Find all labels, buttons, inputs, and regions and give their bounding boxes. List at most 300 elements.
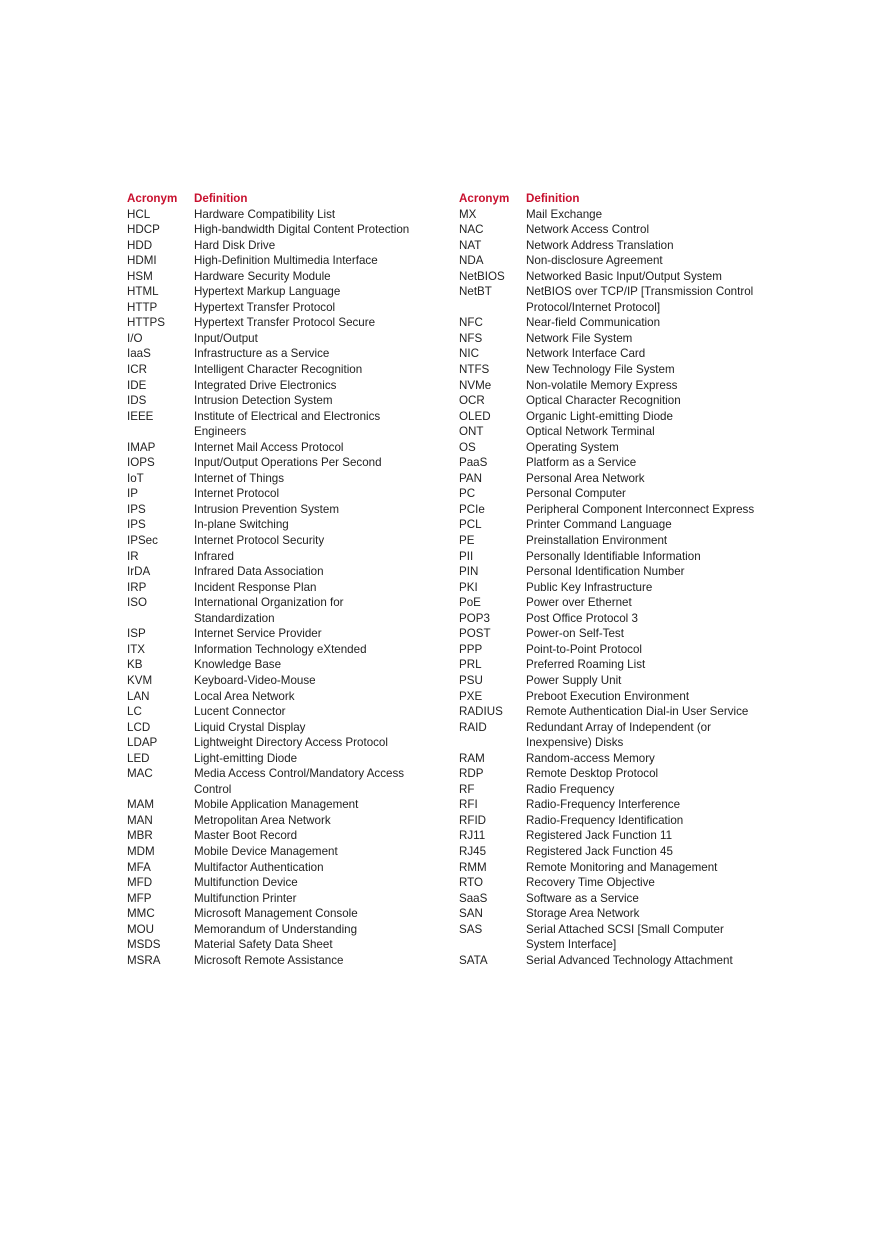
table-row — [127, 657, 442, 673]
acronym-cell: RF — [459, 782, 475, 796]
acronym-cell: IR — [127, 549, 139, 563]
table-row — [127, 549, 442, 565]
table-row-continuation — [459, 300, 779, 316]
acronym-cell: HCL — [127, 207, 151, 221]
definition-cell: Recovery Time Objective — [526, 876, 655, 890]
acronym-cell: OLED — [459, 409, 491, 423]
table-row — [459, 269, 779, 285]
definition-cell: Serial Attached SCSI [Small Computer — [526, 922, 724, 936]
acronym-cell: MFP — [127, 891, 152, 905]
acronym-cell: RMM — [459, 860, 487, 874]
acronym-cell: ISP — [127, 627, 146, 641]
table-row — [459, 875, 779, 891]
table-row-continuation — [127, 424, 442, 440]
definition-cell: Personal Area Network — [526, 471, 645, 485]
definition-cell: Power-on Self-Test — [526, 627, 624, 641]
acronym-cell: IOPS — [127, 456, 155, 470]
table-row — [459, 797, 779, 813]
definition-cell: Media Access Control/Mandatory Access — [194, 767, 405, 781]
table-row — [459, 860, 779, 876]
definition-cell: Infrared Data Association — [194, 565, 324, 579]
definition-cell: Infrared — [194, 549, 234, 563]
definition-cell: Point-to-Point Protocol — [526, 642, 642, 656]
table-row — [127, 751, 442, 767]
table-row — [127, 813, 442, 829]
table-row — [459, 922, 779, 938]
acronym-cell: NIC — [459, 347, 479, 361]
definition-cell: Hardware Security Module — [194, 269, 331, 283]
table-row — [127, 626, 442, 642]
table-row — [459, 689, 779, 705]
acronym-cell: NVMe — [459, 378, 492, 392]
acronym-cell: I/O — [127, 331, 143, 345]
table-row-continuation — [127, 611, 442, 627]
definition-cell: Network Access Control — [526, 223, 650, 237]
acronym-cell: NetBIOS — [459, 269, 505, 283]
acronym-cell: MFA — [127, 860, 151, 874]
table-row — [459, 393, 779, 409]
acronym-column-header: Acronym — [459, 192, 510, 205]
table-row — [459, 455, 779, 471]
acronym-cell: IaaS — [127, 347, 151, 361]
definition-cell: Hypertext Markup Language — [194, 285, 341, 299]
definition-cell: High-Definition Multimedia Interface — [194, 254, 378, 268]
table-row — [127, 284, 442, 300]
table-row — [127, 486, 442, 502]
table-row — [459, 362, 779, 378]
table-row — [459, 315, 779, 331]
acronym-cell: NetBT — [459, 285, 492, 299]
acronym-table-right — [459, 191, 779, 968]
definition-cell: Multifunction Printer — [194, 891, 297, 905]
table-row — [459, 533, 779, 549]
definition-cell: Registered Jack Function 11 — [526, 829, 673, 843]
definition-cell: Operating System — [526, 440, 619, 454]
table-row — [459, 642, 779, 658]
acronym-cell: LED — [127, 751, 150, 765]
definition-cell: Integrated Drive Electronics — [194, 378, 337, 392]
definition-cell: New Technology File System — [526, 363, 675, 377]
definition-cell: Institute of Electrical and Electronics — [194, 409, 381, 423]
definition-cell: Keyboard-Video-Mouse — [194, 673, 316, 687]
acronym-cell: PSU — [459, 673, 483, 687]
acronym-cell: POST — [459, 627, 491, 641]
acronym-cell: PXE — [459, 689, 483, 703]
definition-cell: Internet Protocol Security — [194, 534, 325, 548]
table-row — [459, 564, 779, 580]
definition-cell: Internet of Things — [194, 471, 285, 485]
acronym-cell: PC — [459, 487, 476, 501]
table-row — [127, 673, 442, 689]
acronym-cell — [127, 424, 194, 440]
acronym-cell: ICR — [127, 363, 147, 377]
acronym-cell: HDD — [127, 238, 153, 252]
definition-cell: Hypertext Transfer Protocol Secure — [194, 316, 376, 330]
table-row — [459, 207, 779, 223]
definition-cell: Input/Output — [194, 331, 258, 345]
acronym-cell: MAC — [127, 767, 153, 781]
table-row — [459, 346, 779, 362]
definition-cell: Hardware Compatibility List — [194, 207, 336, 221]
acronym-cell: RJ45 — [459, 844, 487, 858]
definition-cell: In-plane Switching — [194, 518, 289, 532]
definition-cell: Printer Command Language — [526, 518, 672, 532]
table-row — [127, 517, 442, 533]
table-row — [459, 766, 779, 782]
definition-cell: Serial Advanced Technology Attachment — [526, 953, 733, 967]
acronym-table-left — [127, 191, 442, 968]
acronym-cell: RADIUS — [459, 705, 503, 719]
table-row — [127, 595, 442, 611]
acronym-cell: IDE — [127, 378, 147, 392]
definition-cell: Multifactor Authentication — [194, 860, 324, 874]
definition-cell: Multifunction Device — [194, 876, 298, 890]
definition-cell: Software as a Service — [526, 891, 639, 905]
acronym-cell: HDMI — [127, 254, 157, 268]
table-row — [127, 766, 442, 782]
acronym-cell: MAN — [127, 813, 153, 827]
table-row — [459, 378, 779, 394]
definition-cell: Mobile Application Management — [194, 798, 359, 812]
table-row — [127, 362, 442, 378]
acronym-cell: MFD — [127, 876, 153, 890]
table-row — [459, 486, 779, 502]
acronym-cell: IPS — [127, 518, 146, 532]
table-row — [459, 502, 779, 518]
acronym-cell: IRP — [127, 580, 147, 594]
definition-cell: Network Address Translation — [526, 238, 674, 252]
acronym-cell: PCL — [459, 518, 482, 532]
acronym-cell: IrDA — [127, 565, 151, 579]
table-row — [127, 502, 442, 518]
acronym-cell: PAN — [459, 471, 482, 485]
acronym-cell: NDA — [459, 254, 484, 268]
acronym-cell: SATA — [459, 953, 488, 967]
acronym-cell — [459, 937, 526, 953]
acronym-cell: KVM — [127, 673, 153, 687]
acronym-cell: ONT — [459, 425, 484, 439]
definition-cell: Memorandum of Understanding — [194, 922, 358, 936]
table-row — [127, 300, 442, 316]
acronym-cell: OS — [459, 440, 476, 454]
acronym-cell: LAN — [127, 689, 150, 703]
table-row — [459, 906, 779, 922]
acronym-cell: PII — [459, 549, 474, 563]
acronym-cell: IEEE — [127, 409, 154, 423]
acronym-cell: SAN — [459, 907, 483, 921]
acronym-cell: PoE — [459, 596, 481, 610]
definition-cell: Hypertext Transfer Protocol — [194, 300, 336, 314]
acronym-cell: MMC — [127, 907, 155, 921]
definition-cell: Lightweight Directory Access Protocol — [194, 736, 388, 750]
definition-cell: Networked Basic Input/Output System — [526, 269, 722, 283]
table-row — [127, 222, 442, 238]
table-row — [127, 564, 442, 580]
acronym-cell: SAS — [459, 922, 483, 936]
definition-cell: Intrusion Detection System — [194, 394, 333, 408]
table-row — [127, 937, 442, 953]
table-row — [459, 222, 779, 238]
acronym-cell: NAT — [459, 238, 482, 252]
definition-cell: Non-volatile Memory Express — [526, 378, 678, 392]
acronym-cell: RFID — [459, 813, 487, 827]
acronym-cell: IPSec — [127, 534, 158, 548]
acronym-cell: MAM — [127, 798, 155, 812]
definition-cell: Preinstallation Environment — [526, 534, 668, 548]
definition-cell: Storage Area Network — [526, 907, 640, 921]
table-row — [127, 704, 442, 720]
definition-cell: Mail Exchange — [526, 207, 603, 221]
table-row-continuation — [459, 937, 779, 953]
acronym-cell: HTTPS — [127, 316, 166, 330]
table-row — [127, 828, 442, 844]
table-row — [127, 735, 442, 751]
table-row — [459, 953, 779, 969]
table-row — [459, 720, 779, 736]
definition-cell: Radio-Frequency Interference — [526, 798, 681, 812]
definition-cell: Remote Authentication Dial-in User Service — [526, 705, 749, 719]
definition-cell: Material Safety Data Sheet — [194, 938, 333, 952]
definition-cell: Radio-Frequency Identification — [526, 813, 684, 827]
definition-cell: Redundant Array of Independent (or — [526, 720, 711, 734]
definition-cell: Metropolitan Area Network — [194, 813, 331, 827]
definition-cell: Lucent Connector — [194, 705, 286, 719]
definition-cell: Internet Protocol — [194, 487, 280, 501]
acronym-cell: PRL — [459, 658, 482, 672]
acronym-cell: MX — [459, 207, 477, 221]
table-header — [127, 191, 442, 207]
acronym-cell: PCIe — [459, 502, 485, 516]
definition-cell: Registered Jack Function 45 — [526, 844, 673, 858]
acronym-cell: MDM — [127, 844, 155, 858]
definition-cell: Remote Monitoring and Management — [526, 860, 718, 874]
table-row — [127, 269, 442, 285]
definition-cell: Radio Frequency — [526, 782, 615, 796]
table-row — [459, 424, 779, 440]
table-row — [127, 689, 442, 705]
table-row — [127, 440, 442, 456]
acronym-cell: RJ11 — [459, 829, 486, 843]
definition-cell: Light-emitting Diode — [194, 751, 298, 765]
acronym-cell: LCD — [127, 720, 151, 734]
definition-cell: Personal Identification Number — [526, 565, 685, 579]
acronym-cell: ITX — [127, 642, 146, 656]
table-row — [127, 455, 442, 471]
acronym-cell: PE — [459, 534, 475, 548]
table-row — [459, 284, 779, 300]
table-row — [459, 253, 779, 269]
definition-cell: Power over Ethernet — [526, 596, 632, 610]
definition-cell: Infrastructure as a Service — [194, 347, 330, 361]
table-header — [459, 191, 779, 207]
acronym-cell: HSM — [127, 269, 153, 283]
definition-cell: Input/Output Operations Per Second — [194, 456, 382, 470]
acronym-cell: LC — [127, 705, 142, 719]
definition-cell: Incident Response Plan — [194, 580, 317, 594]
table-row — [127, 875, 442, 891]
table-row — [127, 580, 442, 596]
table-row — [459, 517, 779, 533]
definition-cell: Network Interface Card — [526, 347, 646, 361]
acronym-column-header: Acronym — [127, 192, 178, 205]
definition-cell: Protocol/Internet Protocol] — [526, 300, 661, 314]
table-row — [459, 595, 779, 611]
acronym-cell: MOU — [127, 922, 155, 936]
table-row — [459, 626, 779, 642]
acronym-cell: NTFS — [459, 363, 490, 377]
acronym-cell: RTO — [459, 876, 484, 890]
table-row — [127, 471, 442, 487]
table-row — [459, 331, 779, 347]
definition-cell: Organic Light-emitting Diode — [526, 409, 673, 423]
definition-cell: Near-field Communication — [526, 316, 661, 330]
acronym-cell — [459, 735, 526, 751]
acronym-cell: IoT — [127, 471, 144, 485]
definition-cell: Personally Identifiable Information — [526, 549, 701, 563]
table-row — [459, 580, 779, 596]
definition-cell: International Organization for — [194, 596, 344, 610]
table-row — [127, 720, 442, 736]
definition-cell: Knowledge Base — [194, 658, 282, 672]
definition-cell: Preboot Execution Environment — [526, 689, 690, 703]
acronym-cell: PaaS — [459, 456, 488, 470]
acronym-cell: ISO — [127, 596, 147, 610]
table-row — [127, 253, 442, 269]
table-row — [127, 922, 442, 938]
table-row — [127, 642, 442, 658]
table-row — [127, 393, 442, 409]
definition-cell: Master Boot Record — [194, 829, 298, 843]
definition-cell: Optical Character Recognition — [526, 394, 681, 408]
definition-cell: Public Key Infrastructure — [526, 580, 653, 594]
table-row — [459, 409, 779, 425]
table-row — [127, 844, 442, 860]
acronym-cell — [127, 782, 194, 798]
definition-cell: Information Technology eXtended — [194, 642, 367, 656]
definition-column-header: Definition — [526, 192, 580, 205]
table-row — [127, 378, 442, 394]
acronym-cell: MSRA — [127, 953, 161, 967]
acronym-cell: NAC — [459, 223, 484, 237]
definition-cell: Internet Service Provider — [194, 627, 322, 641]
table-row — [459, 891, 779, 907]
table-row — [459, 440, 779, 456]
definition-cell: NetBIOS over TCP/IP [Transmission Control — [526, 285, 754, 299]
definition-cell: Intelligent Character Recognition — [194, 363, 363, 377]
table-row — [459, 471, 779, 487]
table-row — [459, 782, 779, 798]
acronym-cell: OCR — [459, 394, 485, 408]
table-row — [459, 238, 779, 254]
acronym-cell — [127, 611, 194, 627]
acronym-cell: RAID — [459, 720, 487, 734]
definition-cell: Internet Mail Access Protocol — [194, 440, 344, 454]
table-row-continuation — [127, 782, 442, 798]
table-row — [127, 315, 442, 331]
definition-column-header: Definition — [194, 192, 248, 205]
table-row — [127, 346, 442, 362]
acronym-cell: MBR — [127, 829, 153, 843]
definition-cell: Liquid Crystal Display — [194, 720, 306, 734]
definition-cell: High-bandwidth Digital Content Protection — [194, 223, 410, 237]
acronym-cell: PIN — [459, 565, 479, 579]
definition-cell: Optical Network Terminal — [526, 425, 655, 439]
definition-cell: Microsoft Remote Assistance — [194, 953, 344, 967]
definition-cell: Network File System — [526, 331, 633, 345]
acronym-cell: SaaS — [459, 891, 488, 905]
definition-cell: Random-access Memory — [526, 751, 655, 765]
table-row — [127, 238, 442, 254]
table-row — [127, 797, 442, 813]
acronym-cell: IP — [127, 487, 138, 501]
acronym-cell: PKI — [459, 580, 478, 594]
table-row — [459, 673, 779, 689]
definition-cell: Local Area Network — [194, 689, 295, 703]
definition-cell: Control — [194, 782, 232, 796]
acronym-cell: RDP — [459, 767, 484, 781]
table-row — [127, 906, 442, 922]
acronym-cell: IDS — [127, 394, 147, 408]
definition-cell: Power Supply Unit — [526, 673, 622, 687]
definition-cell: Intrusion Prevention System — [194, 502, 339, 516]
table-row-continuation — [459, 735, 779, 751]
acronym-cell: POP3 — [459, 611, 490, 625]
table-row — [459, 751, 779, 767]
definition-cell: System Interface] — [526, 938, 617, 952]
table-row — [127, 331, 442, 347]
table-row — [459, 813, 779, 829]
acronym-cell: HDCP — [127, 223, 160, 237]
acronym-cell: PPP — [459, 642, 483, 656]
acronym-cell: KB — [127, 658, 143, 672]
acronym-cell: IPS — [127, 502, 146, 516]
table-row — [127, 860, 442, 876]
acronym-cell — [459, 300, 526, 316]
definition-cell: Non-disclosure Agreement — [526, 254, 663, 268]
table-row — [127, 533, 442, 549]
table-row — [459, 828, 779, 844]
acronym-cell: NFS — [459, 331, 483, 345]
definition-cell: Hard Disk Drive — [194, 238, 276, 252]
acronym-cell: IMAP — [127, 440, 156, 454]
table-row — [127, 953, 442, 969]
definition-cell: Personal Computer — [526, 487, 626, 501]
table-row — [127, 207, 442, 223]
table-row — [459, 611, 779, 627]
acronym-cell: HTTP — [127, 300, 158, 314]
definition-cell: Standardization — [194, 611, 275, 625]
definition-cell: Post Office Protocol 3 — [526, 611, 638, 625]
definition-cell: Inexpensive) Disks — [526, 736, 624, 750]
definition-cell: Preferred Roaming List — [526, 658, 646, 672]
acronym-cell: RAM — [459, 751, 485, 765]
definition-cell: Engineers — [194, 425, 247, 439]
table-row — [459, 844, 779, 860]
definition-cell: Peripheral Component Interconnect Express — [526, 502, 755, 516]
table-row — [459, 704, 779, 720]
acronym-cell: MSDS — [127, 938, 161, 952]
acronym-cell: NFC — [459, 316, 483, 330]
acronym-cell: HTML — [127, 285, 159, 299]
table-row — [127, 409, 442, 425]
table-row — [459, 657, 779, 673]
table-row — [459, 549, 779, 565]
table-row — [127, 891, 442, 907]
definition-cell: Platform as a Service — [526, 456, 637, 470]
acronym-cell: RFI — [459, 798, 478, 812]
definition-cell: Microsoft Management Console — [194, 907, 358, 921]
definition-cell: Remote Desktop Protocol — [526, 767, 659, 781]
